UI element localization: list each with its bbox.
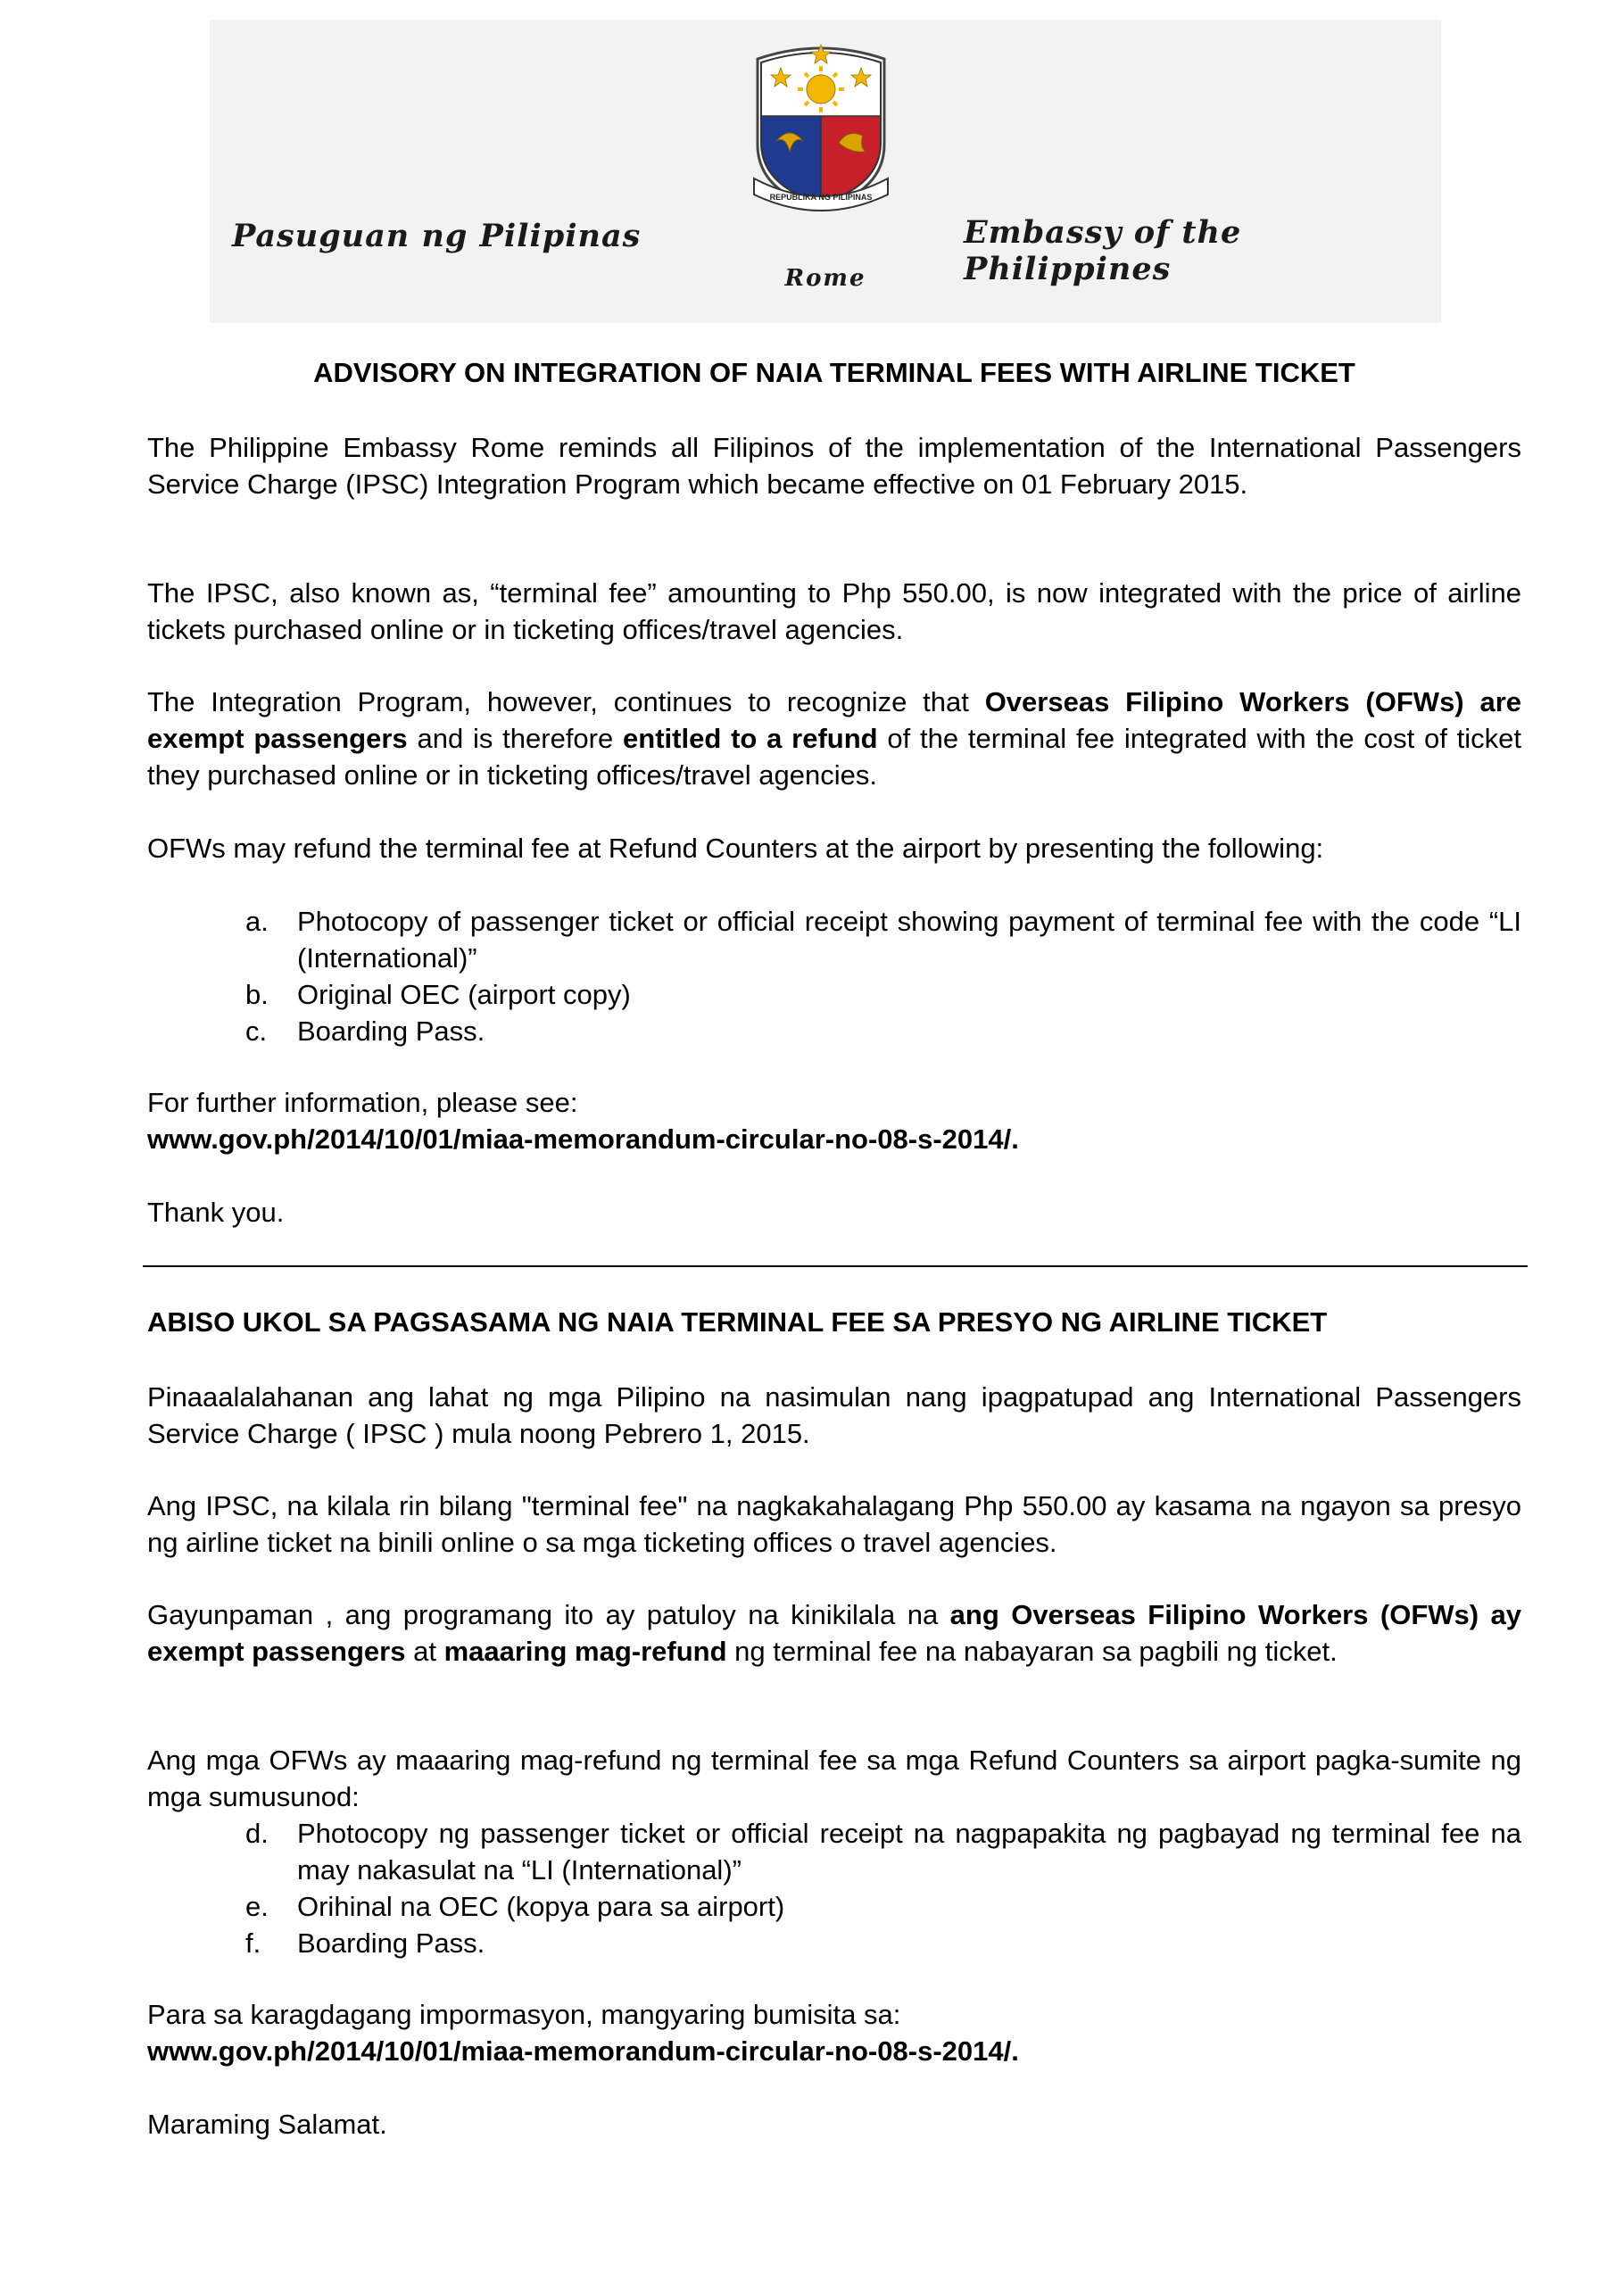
- english-info-text: For further information, please see:: [147, 1087, 578, 1118]
- filipino-requirements-list: [245, 1815, 1521, 1961]
- list-marker: d.: [245, 1818, 269, 1849]
- filipino-closing: Maraming Salamat.: [147, 2109, 387, 2140]
- filipino-paragraph-2: Ang IPSC, na kilala rin bilang "terminal fee" na nagkakahalagang Php 550.00 ay kasama na ngayon sa presyo ng airline ticket na binili online o sa mga ticketing offices o travel agencies.: [147, 1490, 1521, 1558]
- list-marker: c.: [245, 1015, 268, 1047]
- philippine-seal-icon: [745, 36, 897, 214]
- list-marker: b.: [245, 979, 269, 1010]
- filipino-p3-ofw-exempt: ang Overseas Filipino Workers (OFWs) ay exempt passengers: [147, 1599, 1522, 1667]
- english-p3-ofw-exempt: Overseas Filipino Workers (OFWs) are exempt passengers: [147, 686, 1521, 754]
- english-p3-part-c: and is therefore: [407, 723, 624, 754]
- list-item: [245, 903, 1521, 976]
- list-marker: f.: [245, 1927, 261, 1959]
- list-item: [245, 976, 1521, 1013]
- list-marker: e.: [245, 1891, 269, 1922]
- english-paragraph-2: The IPSC, also known as, “terminal fee” amounting to Php 550.00, is now integrated with the price of airline tickets purchased online or in ticketing offices/travel agencies.: [147, 577, 1521, 645]
- filipino-p3-refund: maaaring mag-refund: [443, 1636, 727, 1667]
- english-p3-part-e: of the terminal fee integrated with the cost of ticket they purchased online or in ticketing offices/travel agencies.: [147, 723, 1522, 791]
- filipino-p3-part-e: ng terminal fee na nabayaran sa pagbili ng ticket.: [726, 1636, 1338, 1667]
- english-paragraph-3: [147, 684, 1521, 793]
- english-paragraph-4: OFWs may refund the terminal fee at Refund Counters at the airport by presenting the following:: [147, 833, 1324, 864]
- filipino-reference-link[interactable]: www.gov.ph/2014/10/01/miaa-memorandum-circular-no-08-s-2014/.: [147, 2035, 1019, 2067]
- list-item: [245, 1815, 1521, 1888]
- list-marker: a.: [245, 906, 269, 937]
- english-title: ADVISORY ON INTEGRATION OF NAIA TERMINAL FEES WITH AIRLINE TICKET: [313, 357, 1355, 388]
- list-item: [245, 1925, 1521, 1961]
- list-item: [245, 1013, 1521, 1049]
- list-item-text: Boarding Pass.: [297, 1015, 485, 1047]
- english-requirements-list: [245, 903, 1521, 1049]
- english-p3-refund: entitled to a refund: [623, 723, 878, 754]
- list-item-text: Boarding Pass.: [297, 1927, 485, 1959]
- section-divider: [143, 1265, 1528, 1267]
- english-reference-link[interactable]: www.gov.ph/2014/10/01/miaa-memorandum-circular-no-08-s-2014/.: [147, 1123, 1019, 1155]
- english-closing: Thank you.: [147, 1197, 285, 1228]
- filipino-title: ABISO UKOL SA PAGSASAMA NG NAIA TERMINAL FEE SA PRESYO NG AIRLINE TICKET: [147, 1306, 1328, 1338]
- filipino-paragraph-4: Ang mga OFWs ay maaaring mag-refund ng terminal fee sa mga Refund Counters sa airport pagka-sumite ng mga sumusunod:: [147, 1745, 1521, 1812]
- list-item-text: Orihinal na OEC (kopya para sa airport): [297, 1891, 785, 1922]
- letterhead-city: Rome: [784, 265, 866, 292]
- list-item-text: Photocopy ng passenger ticket or official receipt na nagpapakita ng pagbayad ng terminal fee na may nakasulat na “LI (International)”: [297, 1818, 1521, 1886]
- filipino-p3-part-c: at: [405, 1636, 444, 1667]
- list-item-text: Original OEC (airport copy): [297, 979, 631, 1010]
- english-paragraph-1: The Philippine Embassy Rome reminds all Filipinos of the implementation of the International Passengers Service Charge (IPSC) Integration Program which became effective on 01 February 2015.: [147, 432, 1521, 500]
- list-item-text: Photocopy of passenger ticket or official receipt showing payment of terminal fee with the code “LI (International)”: [297, 906, 1521, 974]
- letterhead-filipino-name: Pasuguan ng Pilipinas: [232, 218, 642, 254]
- filipino-paragraph-3: [147, 1596, 1521, 1670]
- filipino-paragraph-1: Pinaaalalahanan ang lahat ng mga Pilipino na nasimulan nang ipagpatupad ang International Passengers Service Charge ( IPSC ) mula noong Pebrero 1, 2015.: [147, 1381, 1521, 1449]
- filipino-info-text: Para sa karagdagang impormasyon, mangyaring bumisita sa:: [147, 1999, 901, 2030]
- english-p3-part-a: The Integration Program, however, continues to recognize that: [147, 686, 985, 717]
- filipino-p3-part-a: Gayunpaman , ang programang ito ay patuloy na kinikilala na: [147, 1599, 950, 1630]
- letterhead: [210, 20, 1441, 323]
- list-item: [245, 1888, 1521, 1925]
- letterhead-english-name: Embassy of the Philippines: [964, 214, 1242, 287]
- svg-text:REPUBLIKA NG PILIPINAS: REPUBLIKA NG PILIPINAS: [769, 193, 873, 202]
